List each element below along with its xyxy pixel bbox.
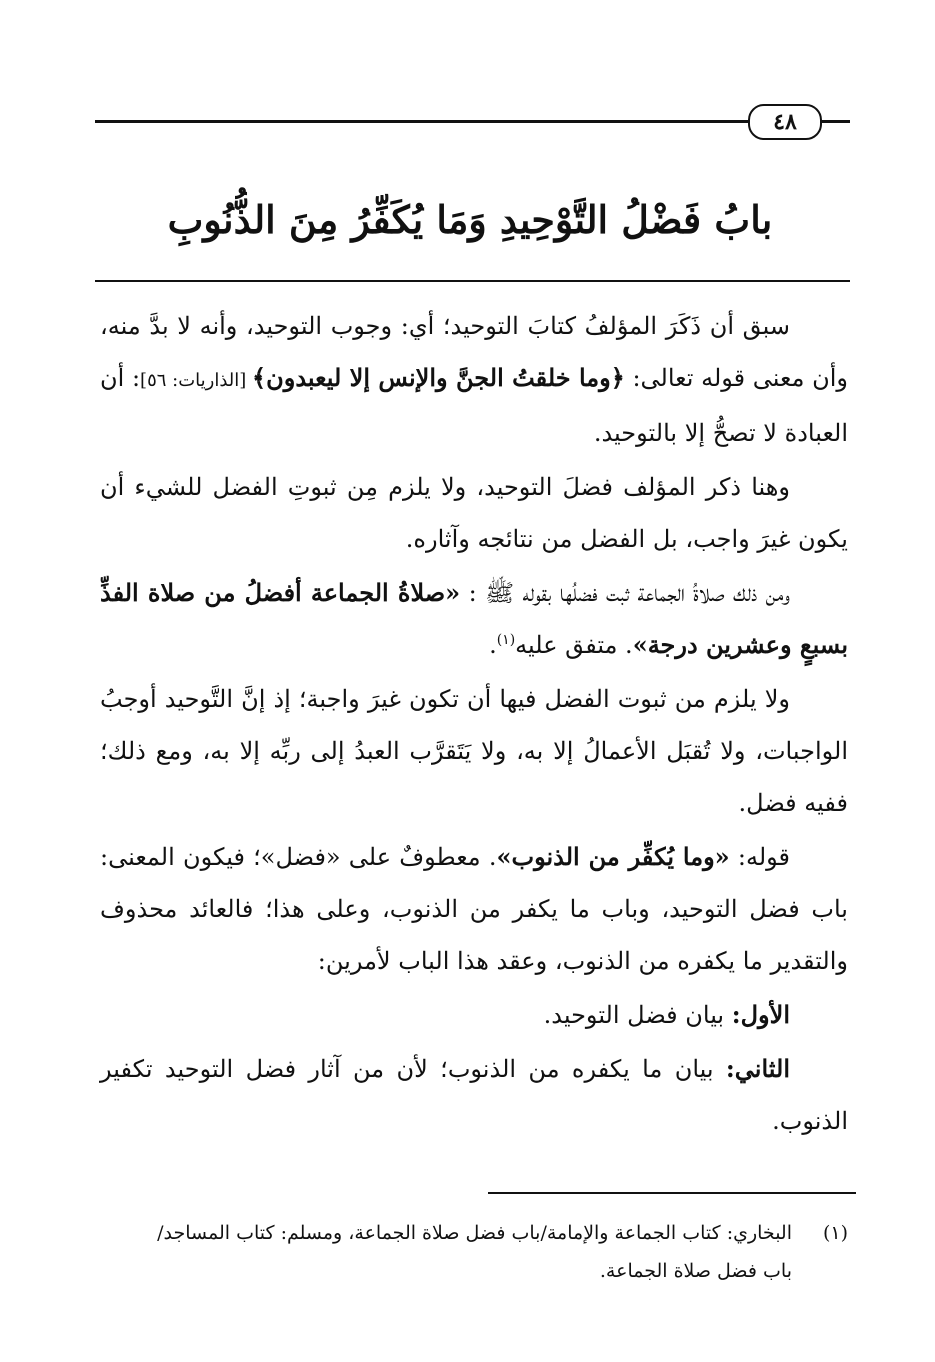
quran-quote: ﴿وما خلقتُ الجنَّ والإنس إلا ليعبدون﴾ — [252, 363, 625, 392]
footnote-mark: (١) — [822, 1222, 848, 1244]
body-text — [100, 300, 848, 1149]
paragraph-6 — [100, 989, 848, 1041]
footnote-line-1 — [100, 1214, 848, 1252]
p7-label: الثاني: — [725, 1054, 790, 1083]
p5-text: . معطوفٌ على «فضل»؛ فيكون المعنى: باب فضل التوحيد، وباب ما يكفر من الذنوب، وعلى هذا؛ فالعائد محذوف والتقدير ما يكفره من الذنوب، وعقد هذا الباب لأمرين: — [100, 843, 848, 975]
header-rule — [95, 120, 850, 123]
page-number: ٤٨ — [748, 104, 822, 140]
p1-text: سبق أن ذَكَرَ المؤلفُ كتابَ التوحيد؛ أي: وجوب التوحيد، وأنه لا بدَّ منه، وأن معنى قوله تعالى: — [100, 312, 848, 392]
hadith-quote: «صلاةُ الجماعة أفضلُ من صلاة الفذِّ بسبعٍ وعشرين درجة» — [100, 578, 848, 659]
footnote-text-1: البخاري: كتاب الجماعة والإمامة/باب فضل صلاة الجماعة، ومسلم: كتاب المساجد/ — [157, 1222, 792, 1244]
p5-quote: «وما يُكفِّر من الذنوب» — [496, 842, 730, 871]
paragraph-5 — [100, 831, 848, 987]
p6-label: الأول: — [731, 1000, 790, 1029]
title-rule — [95, 280, 850, 282]
p1-tail: : أن العبادة لا تصحُّ إلا بالتوحيد. — [100, 364, 848, 447]
p3-text: ومن ذلك صلاةُ الجماعة ثبت فضلُها بقوله ﷺ : — [460, 579, 790, 607]
paragraph-2: وهنا ذكر المؤلف فضلَ التوحيد، ولا يلزم مِن ثبوتِ الفضل للشيء أن يكون غيرَ واجب، بل الفضل من نتائجه وآثاره. — [100, 473, 848, 553]
p7-text: بيان ما يكفره من الذنوب؛ لأن من آثار فضل التوحيد تكفير الذنوب. — [100, 1055, 848, 1135]
footnote — [100, 1214, 848, 1290]
paragraph-7 — [100, 1043, 848, 1147]
p3-end: . — [489, 631, 497, 659]
p5-lead: قوله: — [729, 843, 790, 871]
footnote-ref: (١) — [496, 632, 516, 648]
p6-text: بيان فضل التوحيد. — [543, 1001, 732, 1029]
chapter-title: بابُ فَضْلُ التَّوْحِيدِ وَمَا يُكَفِّرُ مِنَ الذُّنُوبِ — [167, 197, 773, 242]
paragraph-1 — [100, 300, 848, 459]
quran-reference: [الذاريات: ٥٦] — [140, 370, 253, 391]
footnote-rule — [488, 1192, 856, 1194]
paragraph-3 — [100, 567, 848, 671]
footnote-line-2: باب فضل صلاة الجماعة. — [599, 1260, 792, 1282]
p3-tail: . متفق عليه — [515, 631, 633, 659]
paragraph-4: ولا يلزم من ثبوت الفضل فيها أن تكون غيرَ واجبة؛ إذ إنَّ التَّوحيد أوجبُ الواجبات، ولا تُقبَل الأعمالُ إلا به، ولا يَتَقرَّب العبدُ إلى ربِّه إلا به، ومع ذلك؛ ففيه فضل. — [100, 685, 848, 817]
